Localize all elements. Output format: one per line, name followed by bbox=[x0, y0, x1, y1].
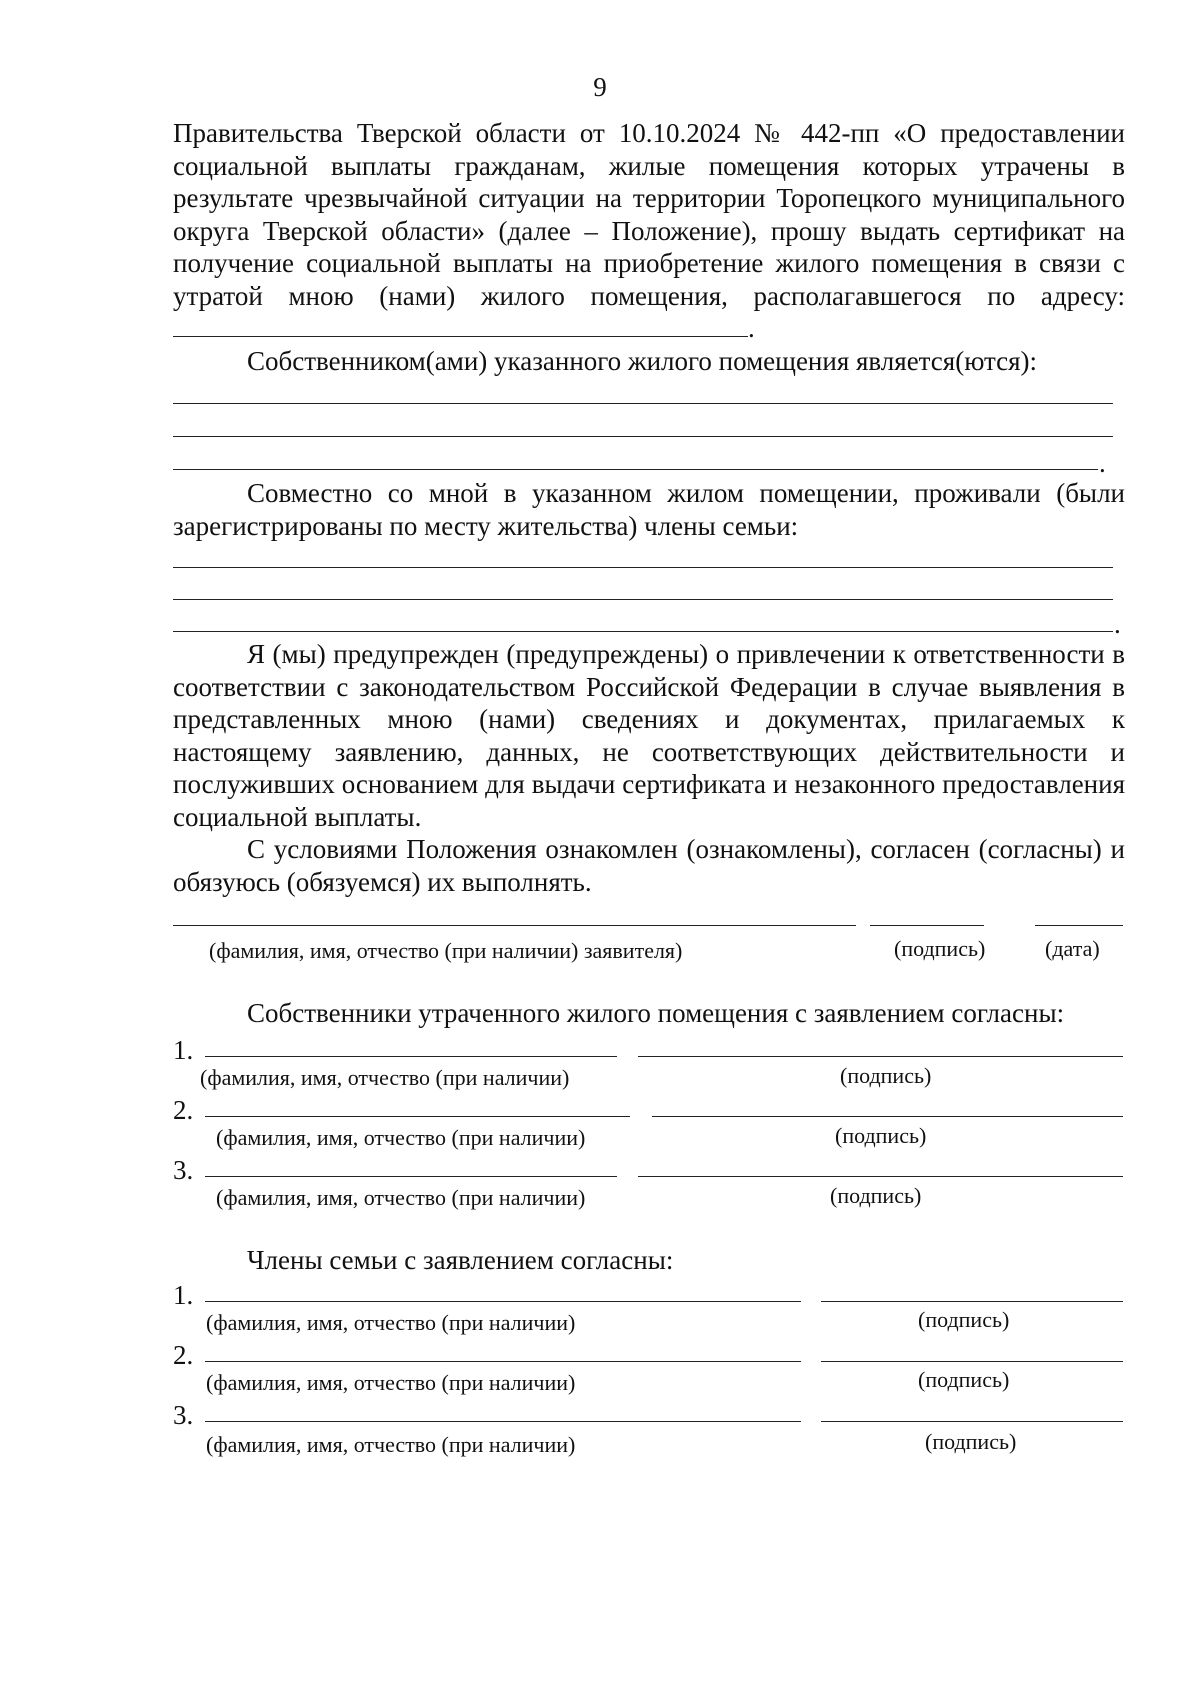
owner-1-name-caption: (фамилия, имя, отчество (при наличии) bbox=[200, 1065, 570, 1090]
owner-3-name-line bbox=[205, 1176, 617, 1177]
family-member-2-signature-caption: (подпись) bbox=[918, 1367, 1010, 1392]
family-end: . bbox=[1114, 609, 1121, 639]
owners-field-line-1 bbox=[173, 403, 1113, 404]
family-member-1-number: 1. bbox=[173, 1280, 194, 1310]
family-field-line-2 bbox=[173, 599, 1113, 600]
family-member-3-name-line bbox=[205, 1421, 801, 1422]
owner-2-number: 2. bbox=[173, 1095, 194, 1125]
family-member-3-signature-line bbox=[821, 1421, 1123, 1422]
owner-2-name-line bbox=[205, 1116, 630, 1117]
owner-2-signature-caption: (подпись) bbox=[835, 1123, 927, 1148]
applicant-date-caption: (дата) bbox=[1045, 936, 1100, 961]
intro-end: . bbox=[748, 313, 755, 343]
owner-3-signature-line bbox=[638, 1176, 1123, 1177]
family-member-1-name-line bbox=[205, 1301, 801, 1302]
owner-3-number: 3. bbox=[173, 1155, 194, 1185]
family-member-2-name-caption: (фамилия, имя, отчество (при наличии) bbox=[206, 1370, 576, 1395]
owner-1-number: 1. bbox=[173, 1035, 194, 1065]
family-field-line-3 bbox=[173, 631, 1113, 632]
intro-paragraph bbox=[173, 117, 1125, 345]
family-member-2-signature-line bbox=[821, 1361, 1123, 1362]
family-member-3-name-caption: (фамилия, имя, отчество (при наличии) bbox=[206, 1432, 576, 1457]
address-field-line bbox=[173, 316, 748, 337]
applicant-name-line bbox=[173, 925, 856, 926]
family-label: Совместно со мной в указанном жилом помещении, проживали (были зарегистрированы по месту жительства) члены семьи: bbox=[173, 478, 1125, 541]
owner-3-name-caption: (фамилия, имя, отчество (при наличии) bbox=[216, 1185, 586, 1210]
family-member-3-number: 3. bbox=[173, 1400, 194, 1430]
agreement-paragraph: С условиями Положения ознакомлен (ознакомлены), согласен (согласны) и обязуюсь (обязуемся) их выполнять. bbox=[173, 834, 1125, 897]
family-member-1-signature-caption: (подпись) bbox=[918, 1307, 1010, 1332]
owners-field-line-3 bbox=[173, 469, 1098, 470]
family-field-line-1 bbox=[173, 567, 1113, 568]
applicant-signature-line bbox=[870, 925, 984, 926]
family-consent-heading: Члены семьи с заявлением согласны: bbox=[247, 1245, 674, 1275]
owners-consent-heading: Собственники утраченного жилого помещения с заявлением согласны: bbox=[247, 998, 1065, 1028]
owner-2-name-caption: (фамилия, имя, отчество (при наличии) bbox=[216, 1125, 586, 1150]
applicant-date-line bbox=[1035, 925, 1123, 926]
page-number: 9 bbox=[593, 72, 607, 102]
owners-end: . bbox=[1099, 448, 1106, 478]
owner-2-signature-line bbox=[652, 1116, 1123, 1117]
owners-label: Собственником(ами) указанного жилого помещения является(ются): bbox=[247, 346, 1038, 376]
owner-1-name-line bbox=[205, 1056, 617, 1057]
family-member-2-name-line bbox=[205, 1361, 801, 1362]
applicant-name-caption: (фамилия, имя, отчество (при наличии) заявителя) bbox=[209, 938, 683, 963]
warning-paragraph: Я (мы) предупрежден (предупреждены) о привлечении к ответственности в соответствии с законодательством Российской Федерации в случае выявления в представленных мною (нами) сведениях и документах, прилагаемых к настоящему заявлению, данных, не соответствующих действительности и послуживших основанием для выдачи сертификата и незаконного предоставления социальной выплаты. bbox=[173, 639, 1125, 832]
owner-1-signature-line bbox=[638, 1056, 1123, 1057]
family-member-3-signature-caption: (подпись) bbox=[925, 1429, 1017, 1454]
family-member-1-name-caption: (фамилия, имя, отчество (при наличии) bbox=[206, 1310, 576, 1335]
family-member-1-signature-line bbox=[821, 1301, 1123, 1302]
intro-text: Правительства Тверской области от 10.10.2024 № 442-пп «О предоставлении социальной выплаты гражданам, жилые помещения которых утрачены в результате чрезвычайной ситуации на территории Торопецкого муниципального округа Тверской области» (далее – Положение), прошу выдать сертификат на получение социальной выплаты на приобретение жилого помещения в связи с утратой мною (нами) жилого помещения, располагавшегося по адресу: bbox=[173, 118, 1125, 311]
owners-field-line-2 bbox=[173, 436, 1113, 437]
applicant-signature-caption: (подпись) bbox=[894, 936, 986, 961]
owner-1-signature-caption: (подпись) bbox=[840, 1063, 932, 1088]
family-member-2-number: 2. bbox=[173, 1340, 194, 1370]
owner-3-signature-caption: (подпись) bbox=[830, 1183, 922, 1208]
